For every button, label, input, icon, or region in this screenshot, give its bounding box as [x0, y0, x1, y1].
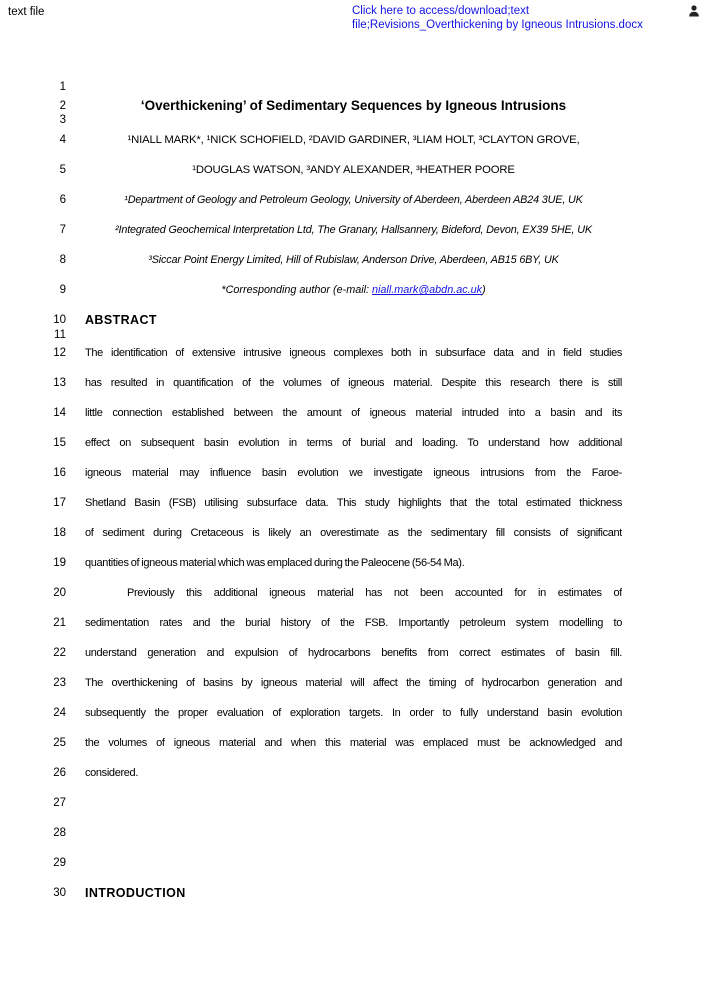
line-number: 6 [59, 194, 66, 206]
line-number: 7 [59, 224, 66, 236]
doc-line [0, 360, 707, 390]
line-number: 27 [53, 797, 66, 809]
download-link-line2: file;Revisions_Overthickening by Igneous Intrusions.docx [352, 18, 643, 31]
line-number: 29 [53, 857, 66, 869]
abstract-text-line: sedimentation rates and the burial history of the FSB. Importantly petroleum system modelling to [85, 617, 622, 629]
doc-line [0, 810, 707, 840]
abstract-text-line: igneous material may influence basin evolution we investigate igneous intrusions from the Faroe- [85, 467, 622, 479]
doc-line [0, 390, 707, 420]
line-number: 17 [53, 497, 66, 509]
abstract-text-line: The overthickening of basins by igneous material will affect the timing of hydrocarbon generation and [85, 677, 622, 689]
abstract-text-line: considered. [85, 767, 139, 779]
doc-line [0, 630, 707, 660]
line-number: 28 [53, 827, 66, 839]
line-number: 30 [53, 887, 66, 899]
download-link-line1: Click here to access/download;text [352, 5, 530, 17]
doc-line [0, 267, 707, 297]
line-number: 10 [53, 314, 66, 326]
line-number: 14 [53, 407, 66, 419]
download-link[interactable] [352, 5, 643, 32]
doc-line [0, 750, 707, 780]
manuscript-body [0, 78, 707, 900]
doc-line [0, 297, 707, 327]
doc-line [0, 540, 707, 570]
doc-line [0, 113, 707, 127]
abstract-text-line: the volumes of igneous material and when this material was emplaced must be acknowledged and [85, 737, 622, 749]
profile-icon[interactable] [687, 4, 701, 18]
corresponding-author-text: ) [482, 284, 486, 296]
corresponding-author-line [85, 283, 622, 297]
doc-line [0, 450, 707, 480]
line-number: 12 [53, 347, 66, 359]
doc-line [0, 342, 707, 360]
doc-line [0, 780, 707, 810]
abstract-text-line: effect on subsequent basin evolution in terms of burial and loading. To understand how additional [85, 437, 622, 449]
paper-title: ‘Overthickening’ of Sedimentary Sequences by Igneous Intrusions [140, 99, 567, 113]
doc-line [0, 870, 707, 900]
file-type-label: text file [8, 6, 45, 18]
line-number: 15 [53, 437, 66, 449]
line-number: 4 [59, 134, 66, 146]
line-number: 16 [53, 467, 66, 479]
introduction-heading: INTRODUCTION [85, 886, 186, 900]
abstract-text-line: The identification of extensive intrusive igneous complexes both in subsurface data and in field studies [85, 347, 622, 359]
abstract-text-line: quantities of igneous material which was emplaced during the Paleocene (56-54 Ma). [85, 557, 465, 569]
abstract-text-line: of sediment during Cretaceous is likely an overestimate as the sedimentary fill consists of significant [85, 527, 622, 539]
doc-line [0, 177, 707, 207]
doc-line [0, 690, 707, 720]
line-number: 1 [59, 81, 66, 93]
line-number: 25 [53, 737, 66, 749]
line-number: 21 [53, 617, 66, 629]
doc-line [0, 207, 707, 237]
line-number: 18 [53, 527, 66, 539]
doc-line [0, 600, 707, 630]
abstract-text-line: subsequently the proper evaluation of exploration targets. In order to fully understand basin evolution [85, 707, 622, 719]
person-icon [687, 4, 701, 18]
doc-line [0, 127, 707, 147]
affiliation-line: ¹Department of Geology and Petroleum Geology, University of Aberdeen, Aberdeen AB24 3UE, UK [124, 194, 583, 206]
line-number: 19 [53, 557, 66, 569]
doc-line [0, 237, 707, 267]
email-link[interactable]: niall.mark@abdn.ac.uk [372, 284, 482, 296]
line-number: 2 [59, 100, 66, 112]
doc-line [0, 420, 707, 450]
abstract-text-line: has resulted in quantification of the volumes of igneous material. Despite this research there is still [85, 377, 622, 389]
author-list-line: ¹NIALL MARK*, ¹NICK SCHOFIELD, ²DAVID GARDINER, ³LIAM HOLT, ³CLAYTON GROVE, [127, 134, 580, 146]
line-number: 13 [53, 377, 66, 389]
doc-line [0, 480, 707, 510]
affiliation-line: ³Siccar Point Energy Limited, Hill of Rubislaw, Anderson Drive, Aberdeen, AB15 6BY, UK [148, 254, 559, 266]
line-number: 8 [59, 254, 66, 266]
line-number: 11 [54, 329, 66, 341]
line-number: 26 [53, 767, 66, 779]
abstract-heading: ABSTRACT [85, 313, 157, 327]
doc-line [0, 570, 707, 600]
affiliation-line: ²Integrated Geochemical Interpretation Ltd, The Granary, Hallsannery, Bideford, Devon, EX39 5HE, UK [115, 224, 592, 236]
doc-line [0, 147, 707, 177]
line-number: 20 [53, 587, 66, 599]
doc-line [0, 327, 707, 342]
abstract-text-line: understand generation and expulsion of hydrocarbons benefits from correct estimates of basin fill. [85, 647, 622, 659]
doc-line [0, 94, 707, 113]
line-number: 3 [59, 114, 66, 126]
doc-line [0, 840, 707, 870]
abstract-text-line: little connection established between the amount of igneous material intruded into a basin and its [85, 407, 622, 419]
author-list-line: ¹DOUGLAS WATSON, ³ANDY ALEXANDER, ³HEATHER POORE [192, 164, 515, 176]
line-number: 24 [53, 707, 66, 719]
doc-line [0, 510, 707, 540]
line-number: 9 [59, 284, 66, 296]
line-number: 23 [53, 677, 66, 689]
abstract-text-line: Shetland Basin (FSB) utilising subsurface data. This study highlights that the total estimated thickness [85, 497, 622, 509]
doc-line [0, 660, 707, 690]
doc-line [0, 78, 707, 94]
abstract-text-line: Previously this additional igneous material has not been accounted for in estimates of [127, 587, 622, 599]
corresponding-author-text: *Corresponding author (e-mail: [221, 284, 373, 296]
line-number: 5 [59, 164, 66, 176]
doc-line [0, 720, 707, 750]
line-number: 22 [53, 647, 66, 659]
